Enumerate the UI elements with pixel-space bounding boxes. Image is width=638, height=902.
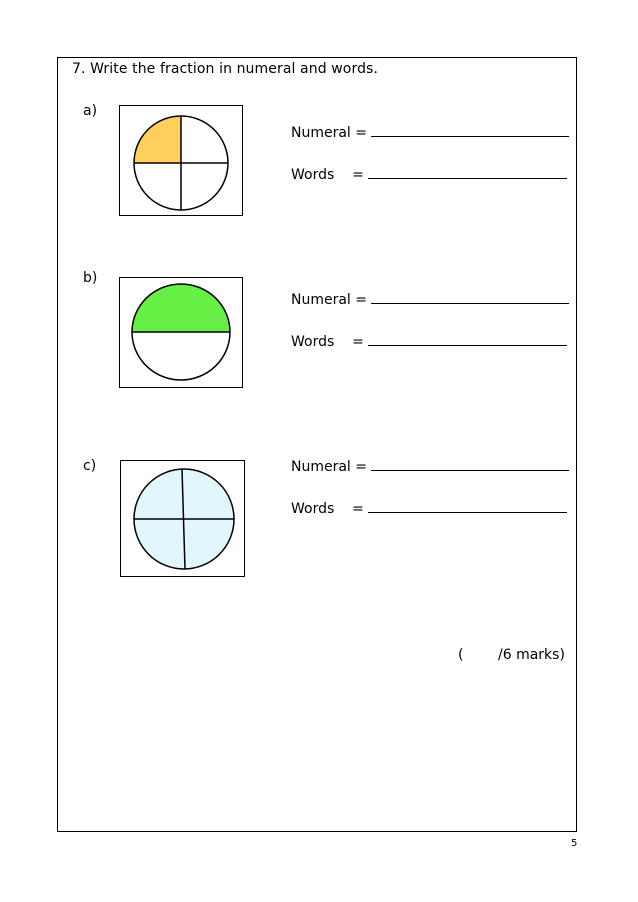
item-c-circle-diagram — [121, 461, 246, 578]
item-a-words-line — [291, 166, 567, 183]
item-b-label: b) — [83, 270, 98, 286]
item-b-words-line — [291, 333, 567, 350]
item-c-numeral-blank[interactable] — [371, 458, 569, 471]
item-a-words-label: Words = — [291, 167, 364, 183]
item-c-words-blank[interactable] — [368, 500, 567, 513]
item-c-numeral-label: Numeral = — [291, 459, 368, 475]
item-c-words-line — [291, 500, 567, 517]
item-a-numeral-line — [291, 124, 569, 141]
marks-indicator — [458, 647, 565, 663]
item-b-figure — [119, 277, 243, 388]
item-b-numeral-blank[interactable] — [371, 291, 569, 304]
item-b-numeral-line — [291, 291, 569, 308]
item-a-words-blank[interactable] — [368, 166, 567, 179]
item-b-words-blank[interactable] — [368, 333, 567, 346]
item-c-label: c) — [83, 458, 97, 474]
item-a-figure — [119, 105, 243, 216]
item-c-words-label: Words = — [291, 501, 364, 517]
item-a-numeral-blank[interactable] — [371, 124, 569, 137]
item-a-numeral-label: Numeral = — [291, 125, 368, 141]
marks-total: /6 marks) — [498, 647, 565, 663]
item-b-words-label: Words = — [291, 334, 364, 350]
item-b-circle-diagram — [120, 278, 244, 389]
item-a-circle-diagram — [120, 106, 244, 217]
question-text: 7. Write the fraction in numeral and words. — [72, 61, 379, 77]
page-number: 5 — [571, 838, 578, 849]
item-a-label: a) — [83, 103, 98, 119]
item-c-numeral-line — [291, 458, 569, 475]
item-c-figure — [120, 460, 245, 577]
marks-open-paren: ( — [458, 647, 464, 663]
item-b-shaded-half — [132, 284, 230, 332]
item-b-numeral-label: Numeral = — [291, 292, 368, 308]
